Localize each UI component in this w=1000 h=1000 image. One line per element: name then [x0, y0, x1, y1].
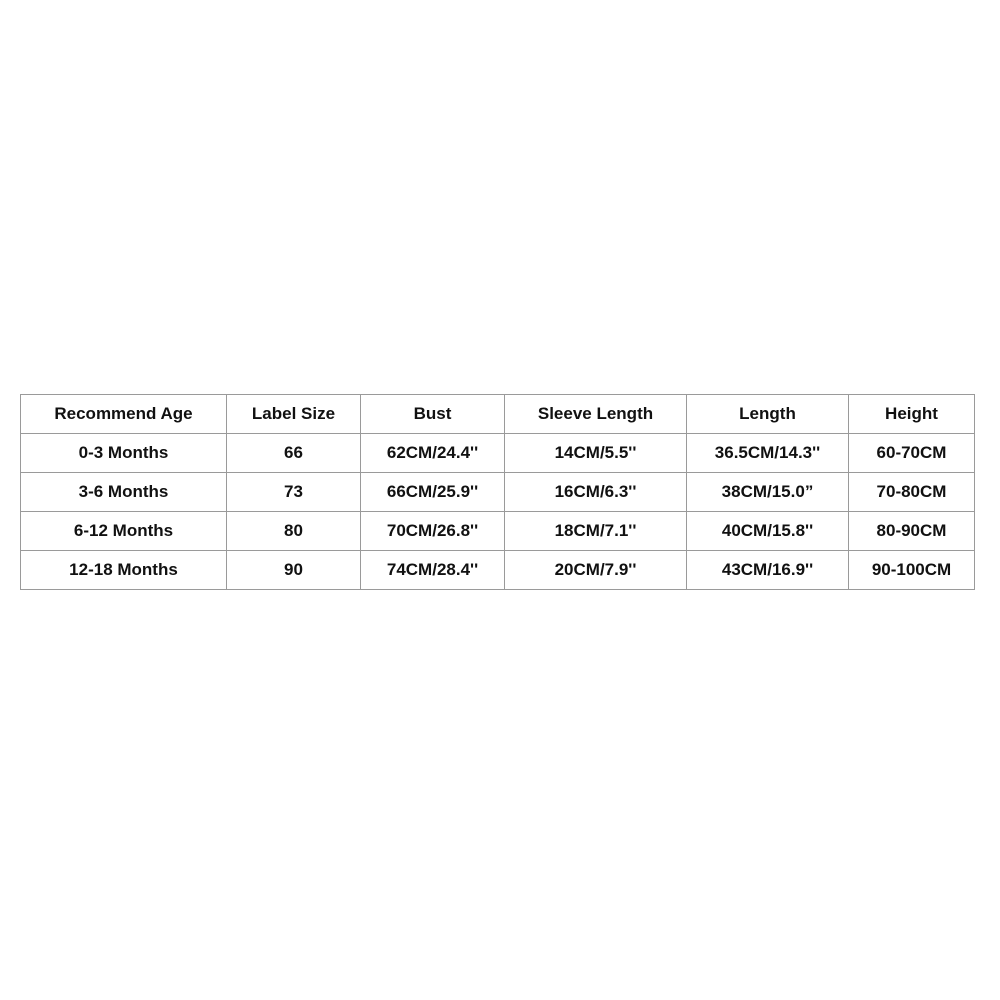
- cell-length: 40CM/15.8'': [687, 512, 849, 551]
- table-row: [21, 434, 975, 473]
- header-bust: Bust: [361, 395, 505, 434]
- cell-height: 60-70CM: [849, 434, 975, 473]
- header-length: Length: [687, 395, 849, 434]
- cell-label-size: 90: [227, 551, 361, 590]
- table-row: [21, 512, 975, 551]
- cell-label-size: 66: [227, 434, 361, 473]
- cell-sleeve-length: 16CM/6.3'': [505, 473, 687, 512]
- cell-label-size: 80: [227, 512, 361, 551]
- header-label-size: Label Size: [227, 395, 361, 434]
- cell-height: 70-80CM: [849, 473, 975, 512]
- cell-recommend-age: 3-6 Months: [21, 473, 227, 512]
- header-height: Height: [849, 395, 975, 434]
- cell-recommend-age: 0-3 Months: [21, 434, 227, 473]
- table-row: [21, 473, 975, 512]
- cell-label-size: 73: [227, 473, 361, 512]
- cell-length: 38CM/15.0”: [687, 473, 849, 512]
- cell-length: 36.5CM/14.3'': [687, 434, 849, 473]
- cell-length: 43CM/16.9'': [687, 551, 849, 590]
- header-recommend-age: Recommend Age: [21, 395, 227, 434]
- cell-bust: 70CM/26.8'': [361, 512, 505, 551]
- cell-recommend-age: 6-12 Months: [21, 512, 227, 551]
- cell-sleeve-length: 14CM/5.5'': [505, 434, 687, 473]
- cell-bust: 74CM/28.4'': [361, 551, 505, 590]
- cell-sleeve-length: 18CM/7.1'': [505, 512, 687, 551]
- cell-bust: 62CM/24.4'': [361, 434, 505, 473]
- cell-sleeve-length: 20CM/7.9'': [505, 551, 687, 590]
- header-sleeve-length: Sleeve Length: [505, 395, 687, 434]
- cell-recommend-age: 12-18 Months: [21, 551, 227, 590]
- cell-height: 80-90CM: [849, 512, 975, 551]
- size-chart-table: [20, 394, 975, 590]
- table-row: [21, 551, 975, 590]
- cell-height: 90-100CM: [849, 551, 975, 590]
- header-row: [21, 395, 975, 434]
- cell-bust: 66CM/25.9'': [361, 473, 505, 512]
